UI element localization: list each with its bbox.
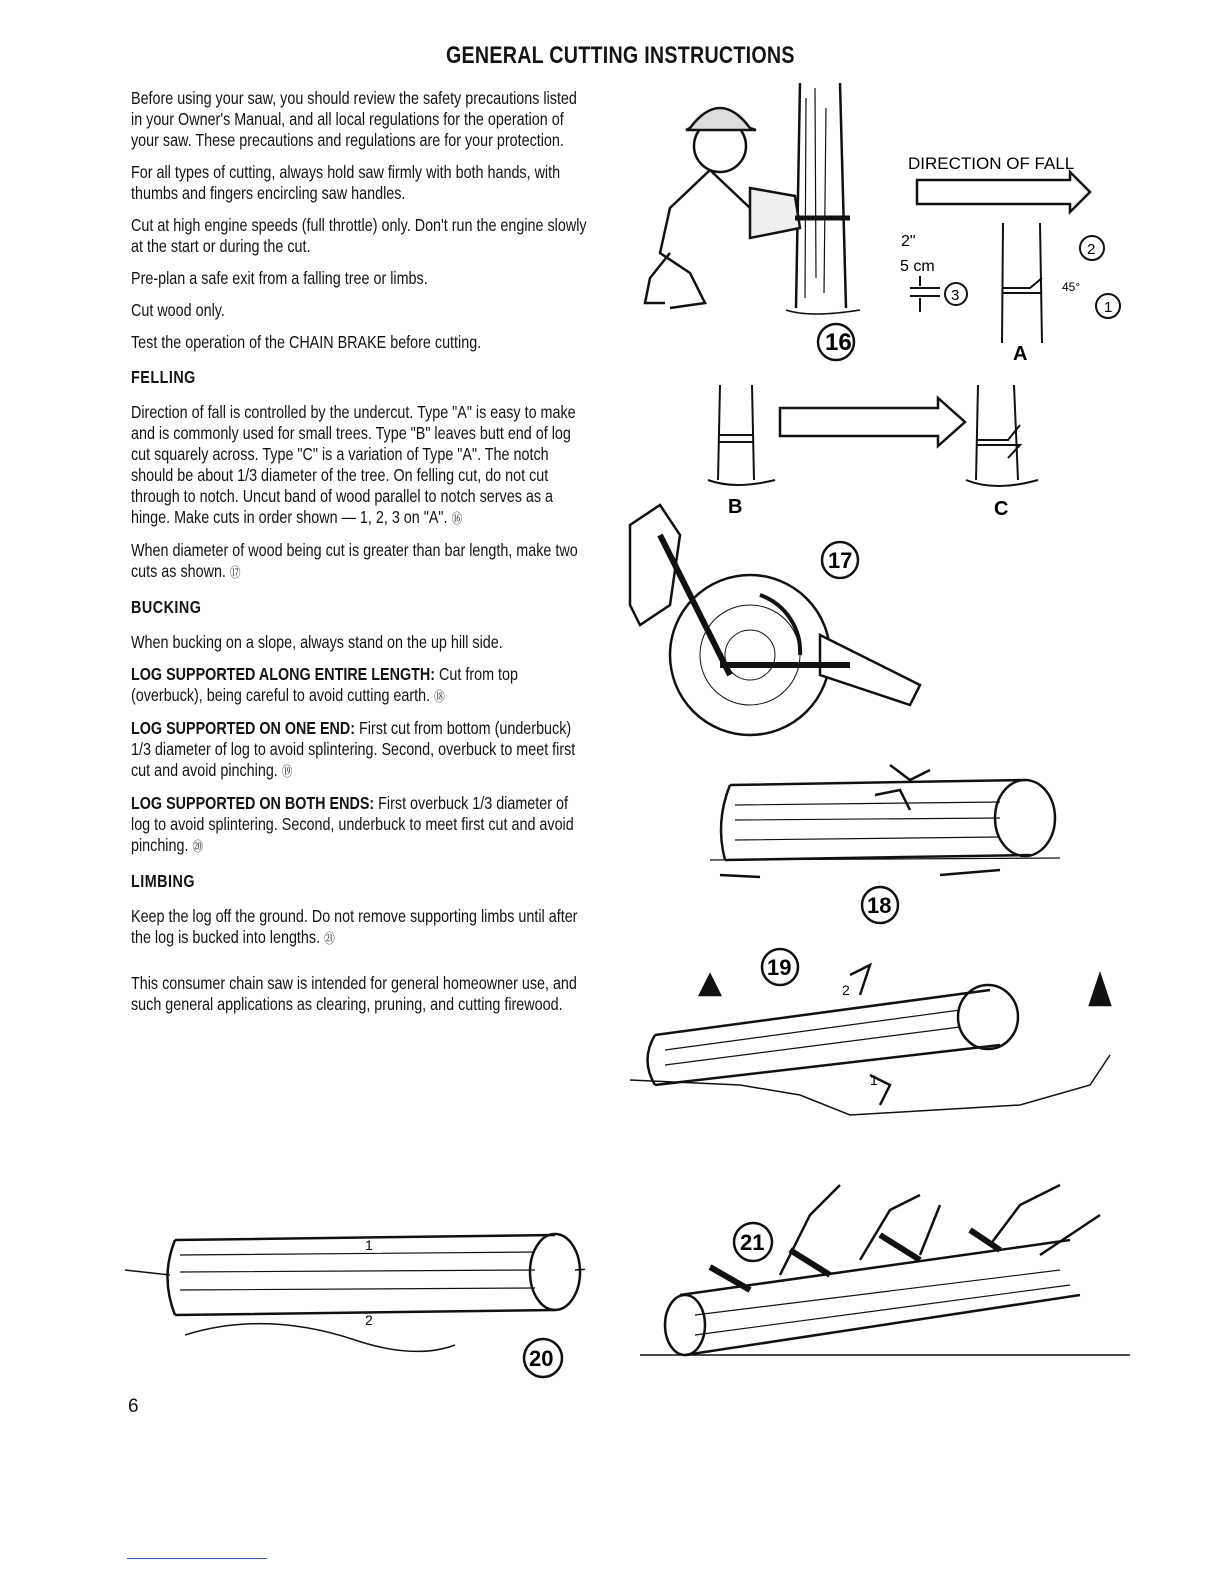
figure-number: 17 [828, 548, 853, 573]
limbing-heading: LIMBING [131, 871, 196, 891]
figure-reference: ⑳ [192, 839, 204, 854]
intro-paragraph: Before using your saw, you should review the safety precautions listed in your Owner's Manual, and all local regulations for the operation of your saw. These precautions and regulations are for your protection. [131, 88, 577, 150]
intro-paragraph: Test the operation of the CHAIN BRAKE before cutting. [131, 332, 482, 352]
consumer-note: This consumer chain saw is intended for general homeowner use, and such general applications as clearing, pruning, and cutting firewood. [131, 973, 577, 1014]
figure-reference: ㉑ [324, 931, 335, 946]
dimension-inches: 2" [901, 233, 916, 250]
figure-number: 19 [767, 955, 792, 980]
felling-heading: FELLING [131, 367, 196, 387]
intro-paragraph: For all types of cutting, always hold saw firmly with both hands, with thumbs and fingers encircling saw handles. [131, 162, 561, 203]
step-label-1: 1 [870, 1072, 878, 1088]
step-label-2: 2 [365, 1312, 373, 1328]
figure-16-felling [610, 78, 1130, 378]
intro-paragraph: Cut wood only. [131, 300, 225, 320]
figure-reference: ⑰ [229, 565, 241, 580]
page-number: 6 [128, 1396, 139, 1417]
figure-reference: ⑱ [434, 689, 445, 704]
tree-trunk [796, 83, 846, 308]
step-label-1: 1 [365, 1237, 373, 1253]
hard-hat [686, 108, 756, 130]
figure-18-overbuck [700, 760, 1070, 935]
notch-type-c: C [994, 498, 1009, 520]
figure-17-two-cuts [620, 495, 950, 745]
figure-reference: ⑯ [451, 511, 463, 526]
instructions-column [131, 88, 590, 1026]
direction-of-fall-label: DIRECTION OF FALL [908, 154, 1075, 173]
bucking-both-ends: LOG SUPPORTED ON BOTH ENDS: First overbuck 1/3 diameter of log to avoid splintering. Second, underbuck to meet first cut and avoid pinching. ⑳ [131, 793, 574, 855]
figure-21-limbing [640, 1175, 1140, 1375]
dimension-cm: 5 cm [900, 258, 935, 275]
figure-number: 18 [867, 893, 892, 918]
notch-type-b: B [728, 496, 743, 518]
footer-rule [127, 1558, 267, 1559]
figure-number: 20 [529, 1346, 554, 1371]
figure-number: 21 [740, 1230, 765, 1255]
intro-paragraph: Pre-plan a safe exit from a falling tree or limbs. [131, 268, 428, 288]
figure-reference: ⑲ [281, 764, 293, 779]
cut-number-1: 1 [1104, 299, 1113, 316]
felling-paragraph: Direction of fall is controlled by the undercut. Type "A" is easy to make and is commonly used for small trees. Type "B" leaves butt end of log cut squarely across. Type "C" is a variation of Type "A". The notch should be about 1/3 diameter of the tree. On felling cut, do not cut through to notch. Uncut band of wood parallel to notch serves as a hinge. Make cuts in order shown — 1, 2, 3 on "A". ⑯ [131, 402, 576, 527]
direction-arrow [917, 172, 1090, 212]
chainsaw [750, 188, 800, 238]
angle-label: 45° [1062, 280, 1081, 294]
figure-20-both-ends [115, 1210, 585, 1390]
bucking-paragraph: When bucking on a slope, always stand on the up hill side. [131, 632, 503, 652]
bucking-one-end: LOG SUPPORTED ON ONE END: First cut from bottom (underbuck) 1/3 diameter of log to avoid splintering. Second, overbuck to meet first cut and avoid pinching. ⑲ [131, 718, 576, 780]
felling-paragraph: When diameter of wood being cut is greater than bar length, make two cuts as shown. ⑰ [131, 540, 578, 581]
rotation-arrow [760, 595, 800, 655]
cut-number-2: 2 [1087, 241, 1096, 258]
chainsaw-right [820, 635, 920, 705]
log [655, 990, 1000, 1085]
bucking-heading: BUCKING [131, 597, 202, 617]
step-label-2: 2 [842, 982, 850, 998]
figure-number: 16 [825, 329, 852, 356]
arrow-b-to-c [780, 398, 965, 446]
limbing-paragraph: Keep the log off the ground. Do not remove supporting limbs until after the log is bucked into lengths. ㉑ [131, 906, 578, 947]
page-title: GENERAL CUTTING INSTRUCTIONS [446, 42, 795, 69]
figure-19-one-end [620, 935, 1130, 1135]
cut-number-3: 3 [951, 287, 960, 304]
intro-paragraph: Cut at high engine speeds (full throttle) only. Don't run the engine slowly at the start or during the cut. [131, 215, 587, 256]
notch-type-a: A [1013, 343, 1028, 365]
bucking-entire-length: LOG SUPPORTED ALONG ENTIRE LENGTH: Cut from top (overbuck), being careful to avoid cutting earth. ⑱ [131, 664, 518, 705]
